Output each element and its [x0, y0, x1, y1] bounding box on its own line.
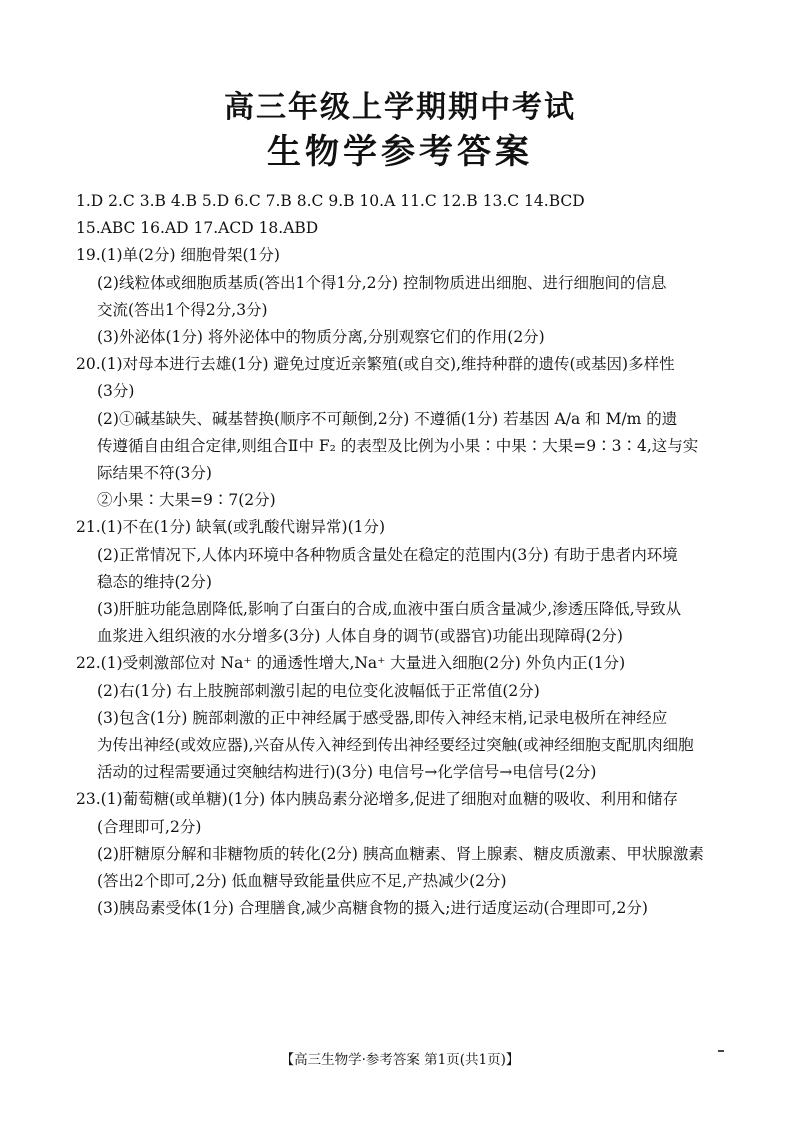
answer-line: (2)肝糖原分解和非糖物质的转化(2分) 胰高血糖素、肾上腺素、糖皮质激素、甲状腺激素	[97, 844, 704, 863]
answer-body	[76, 188, 736, 922]
answer-line: (答出2个即可,2分) 低血糖导致能量供应不足,产热减少(2分)	[97, 872, 507, 891]
answer-line: 20.(1)对母本进行去雄(1分) 避免过度近亲繁殖(或自交),维持种群的遗传(或基因)多样性	[76, 355, 675, 374]
answer-line: 活动的过程需要通过突触结构进行)(3分) 电信号→化学信号→电信号(2分)	[97, 763, 597, 782]
answer-line: 交流(答出1个得2分,3分)	[97, 300, 268, 319]
answer-key-title: 生物学参考答案	[267, 132, 533, 172]
answer-line: (3分)	[97, 382, 135, 401]
answer-line: (3)外泌体(1分) 将外泌体中的物质分离,分别观察它们的作用(2分)	[97, 328, 545, 347]
answer-line: (3)肝脏功能急剧降低,影响了白蛋白的合成,血液中蛋白质含量减少,渗透压降低,导致从	[97, 600, 682, 619]
answer-line: 23.(1)葡萄糖(或单糖)(1分) 体内胰岛素分泌增多,促进了细胞对血糖的吸收、利用和储存	[76, 790, 679, 809]
answer-line: 血浆进入组织液的水分增多(3分) 人体自身的调节(或器官)功能出现障碍(2分)	[97, 627, 623, 646]
answer-line: (3)包含(1分) 腕部刺激的正中神经属于感受器,即传入神经末梢,记录电极所在神经应	[97, 708, 668, 727]
exam-title: 高三年级上学期期中考试	[224, 90, 576, 125]
answer-line: 1.D 2.C 3.B 4.B 5.D 6.C 7.B 8.C 9.B 10.A 11.C 12.B 13.C 14.BCD	[76, 192, 585, 210]
answer-line: 15.ABC 16.AD 17.ACD 18.ABD	[76, 219, 319, 238]
corner-mark	[718, 1050, 724, 1052]
answer-line: (2)右(1分) 右上肢腕部刺激引起的电位变化波幅低于正常值(2分)	[97, 681, 540, 700]
answer-line: (3)胰岛素受体(1分) 合理膳食,减少高糖食物的摄入;进行适度运动(合理即可,2分)	[97, 899, 648, 918]
answer-line: (合理即可,2分)	[97, 817, 202, 836]
answer-line: 为传出神经(或效应器),兴奋从传入神经到传出神经要经过突触(或神经细胞支配肌肉细胞	[97, 736, 694, 755]
answer-line: 21.(1)不在(1分) 缺氧(或乳酸代谢异常)(1分)	[76, 518, 386, 537]
answer-line: (2)线粒体或细胞质基质(答出1个得1分,2分) 控制物质进出细胞、进行细胞间的信息	[97, 273, 667, 292]
answer-line: 传遵循自由组合定律,则组合Ⅱ中 F₂ 的表型及比例为小果∶中果∶大果=9∶3∶4,这与实	[97, 436, 699, 455]
answer-line: ②小果∶大果=9∶7(2分)	[97, 491, 276, 510]
answer-line: 际结果不符(3分)	[97, 464, 212, 483]
answer-line: 19.(1)单(2分) 细胞骨架(1分)	[76, 246, 280, 265]
page-footer: 【高三生物学·参考答案 第1页(共1页)】	[280, 1052, 520, 1068]
answer-line: 稳态的维持(2分)	[97, 572, 212, 591]
answer-line: (2)正常情况下,人体内环境中各种物质含量处在稳定的范围内(3分) 有助于患者内环境	[97, 545, 678, 564]
answer-line: 22.(1)受刺激部位对 Na⁺ 的通透性增大,Na⁺ 大量进入细胞(2分) 外负内正(1分)	[76, 654, 626, 673]
answer-line: (2)①碱基缺失、碱基替换(顺序不可颠倒,2分) 不遵循(1分) 若基因 A/a 和 M/m 的遗	[97, 409, 678, 428]
